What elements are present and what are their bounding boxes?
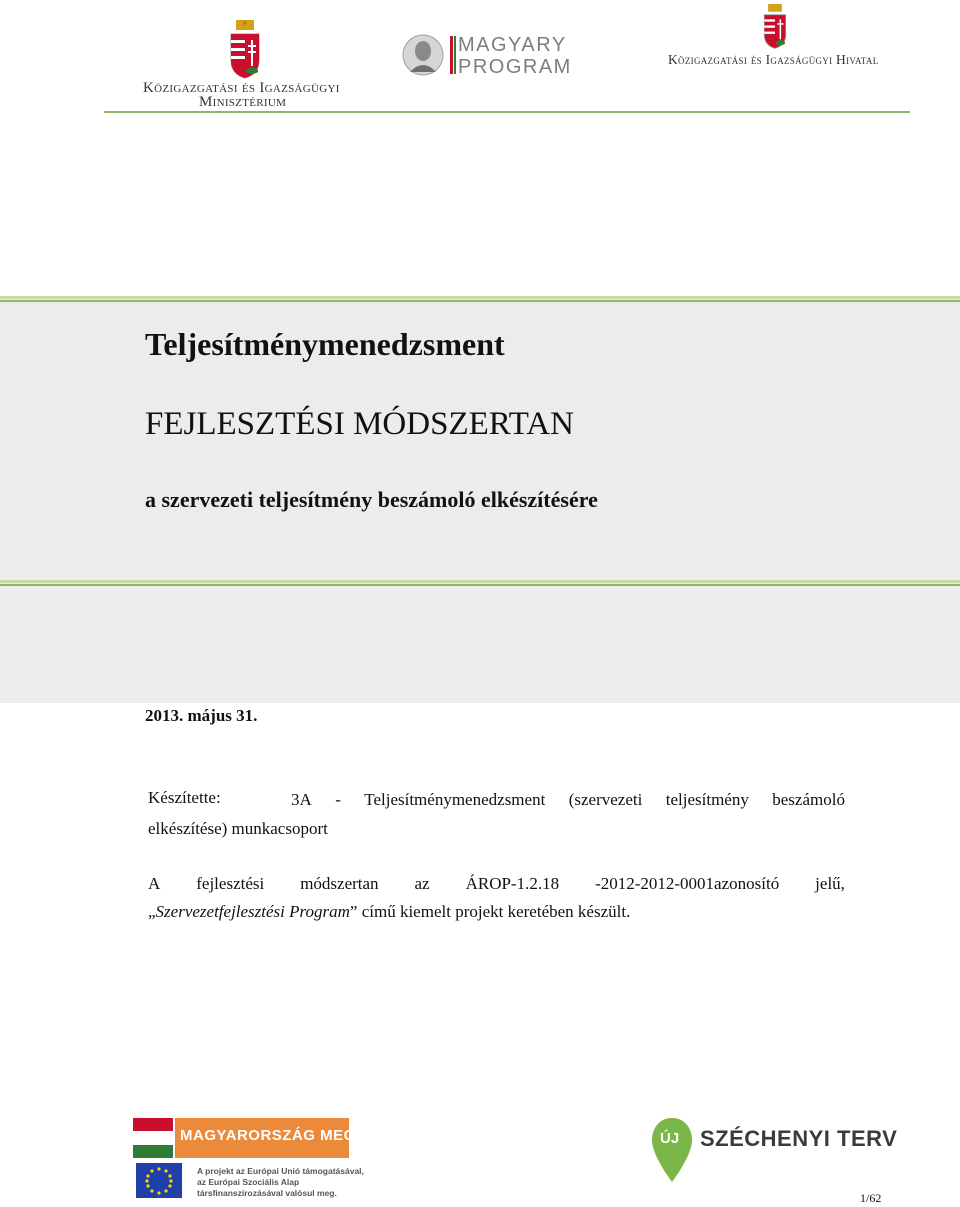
word: az — [414, 874, 430, 893]
word: A — [148, 874, 161, 893]
word: ÁROP-1.2.18 — [465, 874, 560, 893]
word: 3A — [291, 790, 312, 809]
word: teljesítmény — [665, 790, 749, 809]
magyary-portrait-icon — [402, 34, 444, 76]
header-rule — [104, 111, 910, 113]
program-name: Szervezetfejlesztési Program — [155, 902, 350, 921]
program-logo-text-line1: MAGYARY — [458, 34, 567, 56]
eu-note-line3: társfinanszírozásával valósul meg. — [197, 1188, 337, 1198]
word: (szervezeti — [568, 790, 643, 809]
renewal-banner-label: MAGYARORSZÁG MEGÚJUL — [180, 1127, 397, 1144]
szechenyi-badge-label: ÚJ — [660, 1130, 680, 1147]
author-label: Készítette: — [148, 788, 221, 807]
ministry-logo-text-line1: Közigazgatási és Igazságügyi — [143, 80, 340, 96]
office-logo-text: Közigazgatási és Igazságügyi Hivatal — [668, 52, 879, 67]
word: beszámoló — [772, 790, 845, 809]
coat-of-arms-icon — [228, 20, 262, 80]
szechenyi-plan-label: SZÉCHENYI TERV — [700, 1126, 898, 1151]
program-logo-text-line2: PROGRAM — [458, 56, 572, 78]
eu-note-line1: A projekt az Európai Unió támogatásával, — [197, 1166, 364, 1176]
word: fejlesztési — [196, 874, 265, 893]
document-subtitle: FEJLESZTÉSI MÓDSZERTAN — [145, 406, 574, 442]
project-line-2-rest: ” című kiemelt projekt keretében készült. — [349, 902, 631, 921]
coat-of-arms-icon — [762, 2, 788, 52]
author-line-1 — [291, 786, 845, 814]
document-date: 2013. május 31. — [145, 706, 258, 725]
eu-flag-icon — [136, 1163, 182, 1198]
hungarian-flag — [133, 1118, 173, 1158]
magyary-divider-green — [454, 36, 456, 74]
szechenyi-pin-icon — [650, 1116, 694, 1184]
project-line-2 — [148, 898, 845, 926]
band-middle-stripe-inner — [0, 584, 960, 586]
document-title: Teljesítménymenedzsment — [145, 326, 505, 362]
ministry-logo-text-line2: Minisztérium — [199, 94, 287, 110]
project-line-1 — [148, 870, 845, 898]
band-top-stripe — [0, 296, 960, 299]
word: - — [335, 790, 341, 809]
eu-note-line2: az Európai Szociális Alap — [197, 1177, 300, 1187]
author-line-2: elkészítése) munkacsoport — [148, 819, 328, 838]
word: módszertan — [300, 874, 379, 893]
word: -2012-2012-0001azonosító — [595, 874, 780, 893]
word: Teljesítménymenedzsment — [364, 790, 546, 809]
magyary-divider — [450, 36, 453, 74]
open-quote: „ — [148, 902, 156, 921]
page-number: 1/62 — [860, 1191, 882, 1205]
band-top-stripe-inner — [0, 300, 960, 302]
word: jelű, — [815, 874, 845, 893]
band-middle-stripe — [0, 580, 960, 583]
document-description: a szervezeti teljesítmény beszámoló elkészítésére — [145, 487, 598, 512]
